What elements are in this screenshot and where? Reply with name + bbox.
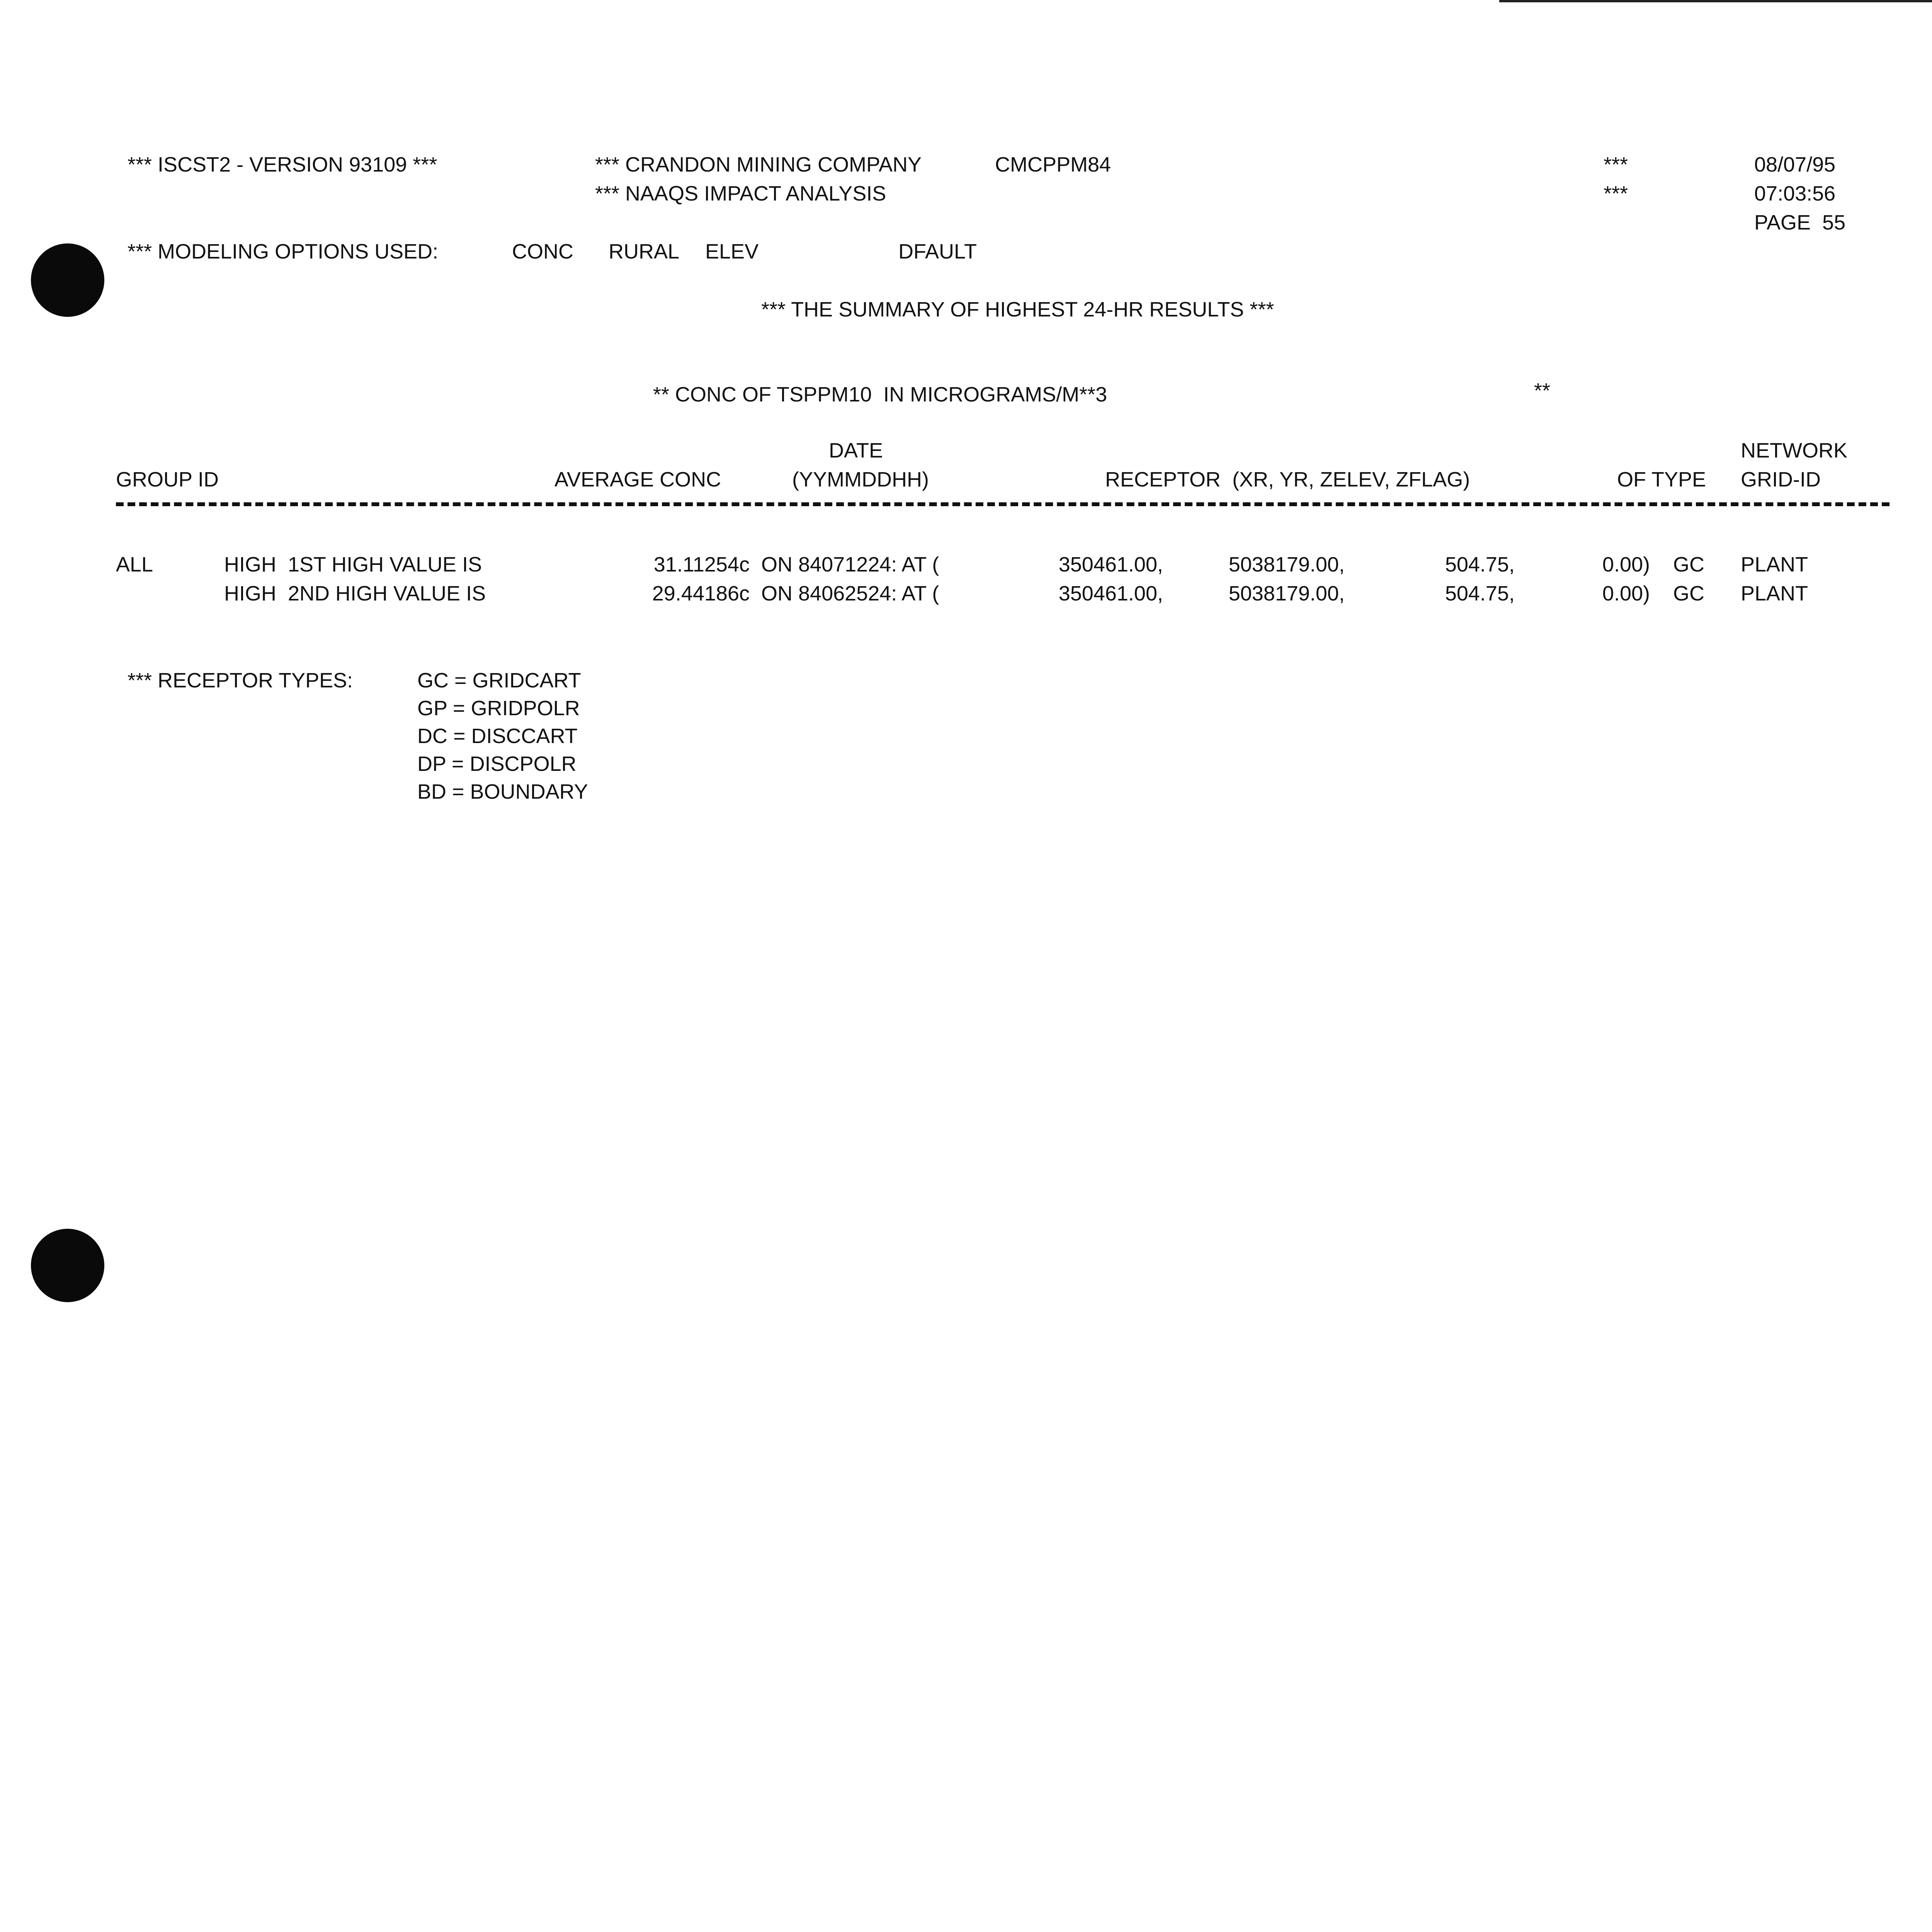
binder-hole [31,1229,104,1302]
cell-zflag: 0.00) [1602,553,1650,576]
cell-xr: 350461.00, [1058,553,1163,576]
column-header-receptor: RECEPTOR (XR, YR, ZELEV, ZFLAG) [1105,468,1470,491]
receptor-types-label: *** RECEPTOR TYPES: [128,669,353,692]
option-conc: CONC [512,240,573,263]
option-elev: ELEV [705,240,759,263]
analysis-title: *** NAAQS IMPACT ANALYSIS [595,182,886,205]
header-stars: *** [1604,182,1628,205]
run-id: CMCPPM84 [995,153,1111,176]
receptor-type-item: BD = BOUNDARY [417,780,588,803]
page-label: PAGE 55 [1754,211,1846,234]
conc-title-end: ** [1534,379,1551,402]
column-header-date: DATE [829,439,883,462]
cell-type: GC [1673,553,1704,576]
program-version: *** ISCST2 - VERSION 93109 *** [128,153,437,176]
column-header-date-format: (YYMMDDHH) [792,468,929,491]
top-edge-line [1499,0,1932,2]
column-header-average-conc: AVERAGE CONC [554,468,721,491]
modeling-options-label: *** MODELING OPTIONS USED: [128,240,439,263]
cell-grid: PLANT [1741,553,1808,576]
column-header-of-type: OF TYPE [1617,468,1706,491]
summary-title: *** THE SUMMARY OF HIGHEST 24-HR RESULTS *** [761,298,1274,321]
cell-date: ON 84062524: AT ( [761,582,939,605]
cell-zflag: 0.00) [1602,582,1650,605]
cell-rank: HIGH 1ST HIGH VALUE IS [224,553,482,576]
table-divider [116,502,1889,506]
cell-type: GC [1673,582,1704,605]
column-header-network: NETWORK [1741,439,1847,462]
cell-zelev: 504.75, [1445,582,1515,605]
receptor-type-item: GP = GRIDPOLR [417,697,580,720]
cell-average: 29.44186c [652,582,750,605]
cell-grid: PLANT [1741,582,1808,605]
cell-xr: 350461.00, [1058,582,1163,605]
receptor-type-item: DC = DISCCART [417,724,578,748]
cell-zelev: 504.75, [1445,553,1515,576]
company-name: *** CRANDON MINING COMPANY [595,153,922,176]
receptor-type-item: GC = GRIDCART [417,669,581,692]
option-rural: RURAL [609,240,680,263]
run-time: 07:03:56 [1754,182,1836,205]
run-date: 08/07/95 [1754,153,1836,176]
cell-date: ON 84071224: AT ( [761,553,939,576]
cell-group: ALL [116,553,153,576]
header-stars: *** [1604,153,1628,176]
cell-yr: 5038179.00, [1228,553,1345,576]
receptor-type-item: DP = DISCPOLR [417,752,577,776]
cell-yr: 5038179.00, [1228,582,1345,605]
cell-average: 31.11254c [653,553,750,576]
option-dfault: DFAULT [898,240,977,263]
column-header-group-id: GROUP ID [116,468,219,491]
column-header-grid-id: GRID-ID [1741,468,1821,491]
cell-rank: HIGH 2ND HIGH VALUE IS [224,582,486,605]
binder-hole [31,243,104,317]
conc-title: ** CONC OF TSPPM10 IN MICROGRAMS/M**3 [653,383,1107,406]
